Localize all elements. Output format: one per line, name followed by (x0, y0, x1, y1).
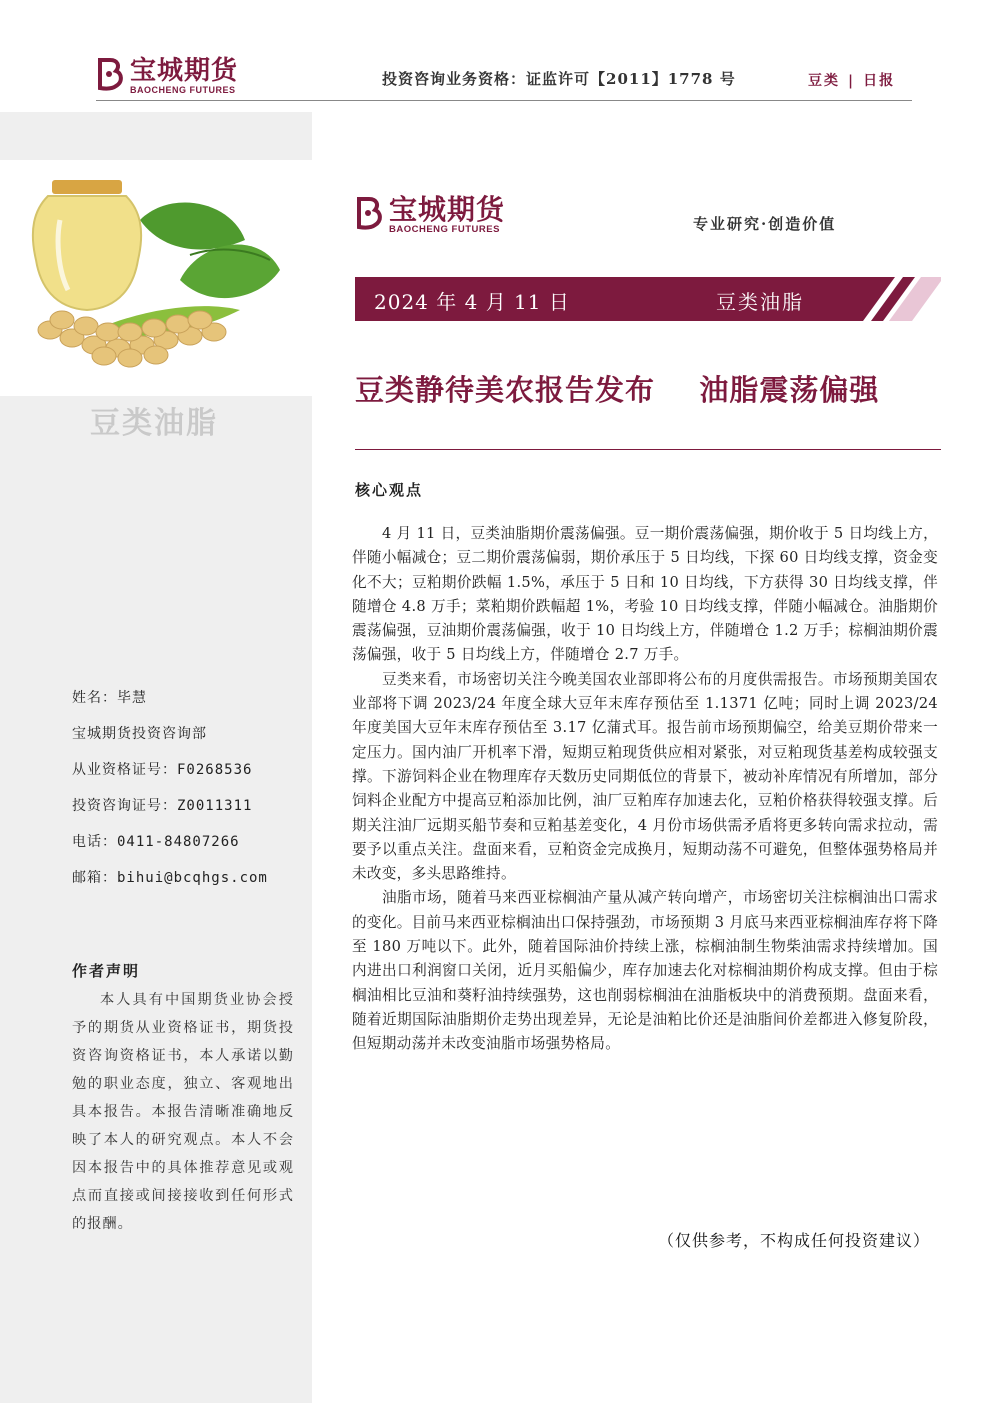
headline: 豆类静待美农报告发布 油脂震荡偏强 (355, 373, 880, 407)
author-phone: 电话：0411-84807266 (72, 834, 240, 850)
header-logo-en: BAOCHENG FUTURES (130, 85, 236, 95)
author-info (72, 687, 268, 903)
slogan: 专业研究·创造价值 (693, 215, 837, 233)
author-advisory-license: 投资咨询证号：Z0011311 (72, 798, 253, 814)
license-text: 投资咨询业务资格：证监许可【2011】1778 号 (382, 70, 736, 88)
author-name: 姓名：毕慧 (72, 690, 147, 706)
declaration-text: 本人具有中国期货业协会授予的期货从业资格证书，期货投资咨询资格证书，本人承诺以勤勉的职业态度，独立、客观地出具本报告。本报告清晰准确地反映了本人的研究观点。本人不会因本报告中的具体推荐意见或观点而直接或间接接收到任何形式的报酬。 (72, 992, 294, 1232)
soybean-oil-illustration (0, 160, 312, 396)
page-header (0, 0, 992, 104)
category-separator: | (848, 73, 856, 89)
main-logo (355, 195, 505, 235)
report-body (352, 522, 938, 1057)
report-category: 豆类油脂 (716, 290, 804, 314)
soybean-oil-photo (0, 160, 312, 396)
baocheng-logo-icon (96, 56, 126, 96)
author-department: 宝城期货投资咨询部 (72, 726, 207, 742)
declaration-title: 作者声明 (72, 962, 141, 980)
sidebar (0, 112, 312, 1403)
main-logo-cn: 宝城期货 (389, 193, 506, 226)
sidebar-title: 豆类油脂 (90, 406, 218, 441)
author-license: 从业资格证号：F0268536 (72, 762, 253, 778)
header-logo-cn: 宝城期货 (130, 56, 239, 86)
main-logo-en: BAOCHENG FUTURES (389, 224, 500, 235)
paragraph-oils: 油脂市场，随着马来西亚棕榈油产量从减产转向增产，市场密切关注棕榈油出口需求的变化。目前马来西亚棕榈油出口保持强劲，市场预期 3 月底马来西亚棕榈油库存将下降至 180 万吨以下。此外，随着国际油价持续上涨，棕榈油制生物柴油需求持续增加。国内进出口利润窗口关闭，近月买船偏少，库存加速去化对棕榈油期价构成支撑。但由于棕榈油相比豆油和葵籽油持续强势，这也削弱棕榈油在油脂板块中的消费预期。盘面来看，随着近期国际油脂期价走势出现差异，无论是油粕比价还是油脂间价差都进入修复阶段，但短期动荡并未改变油脂市场强势格局。 (352, 889, 938, 1053)
headline-divider (355, 449, 941, 450)
category-tag-label: 豆类 (808, 73, 840, 89)
disclaimer: （仅供参考，不构成任何投资建议） (658, 1231, 931, 1250)
core-view-title: 核心观点 (355, 481, 424, 499)
category-tag (808, 70, 895, 90)
report-date: 2024 年 4 月 11 日 (374, 290, 570, 314)
paragraph-market-summary: 4 月 11 日，豆类油脂期价震荡偏强。豆一期价震荡偏强，期价收于 5 日均线上方，伴随小幅减仓；豆二期价震荡偏弱，期价承压于 5 日均线，下探 60 日均线支撑，资金变化不大；豆粕期价跌幅 1.5%，承压于 5 日和 10 日均线，下方获得 30 日均线支撑，伴随增仓 4.8 万手；菜粕期价跌幅超 1%，考验 10 日均线支撑，伴随小幅减仓。油脂期价震荡偏强，豆油期价震荡偏强，收于 10 日均线上方，伴随增仓 1.2 万手；棕榈油期价震荡偏强，收于 5 日均线上方，伴随增仓 2.7 万手。 (352, 525, 938, 664)
header-divider (96, 100, 912, 101)
report-type-label: 日报 (863, 73, 896, 89)
paragraph-soybean: 豆类来看，市场密切关注今晚美国农业部即将公布的月度供需报告。市场预期美国农业部将下调 2023/24 年度全球大豆年末库存预估至 1.1371 亿吨；同时上调 2023/24 年度美国大豆年末库存预估至 3.17 亿蒲式耳。报告前市场预期偏空，给美豆期价带来一定压力。国内油厂开机率下滑，短期豆粕现货供应相对紧张，对豆粕现货基差构成较强支撑。下游饲料企业在物理库存天数历史同期低位的背景下，被动补库情况有所增加，部分饲料企业配方中提高豆粕添加比例，油厂豆粕库存加速去化，豆粕价格获得较强支撑。后期关注油厂远期买船节奏和豆粕基差变化，4 月份市场供需矛盾将更多转向需求拉动，需要予以重点关注。盘面来看，豆粕资金完成换月，短期动荡不可避免，但整体强势格局并未改变，多头思路维持。 (352, 670, 938, 883)
header-logo (96, 56, 238, 96)
author-email: 邮箱：bihui@bcqhgs.com (72, 870, 268, 886)
baocheng-logo-icon (355, 195, 385, 235)
